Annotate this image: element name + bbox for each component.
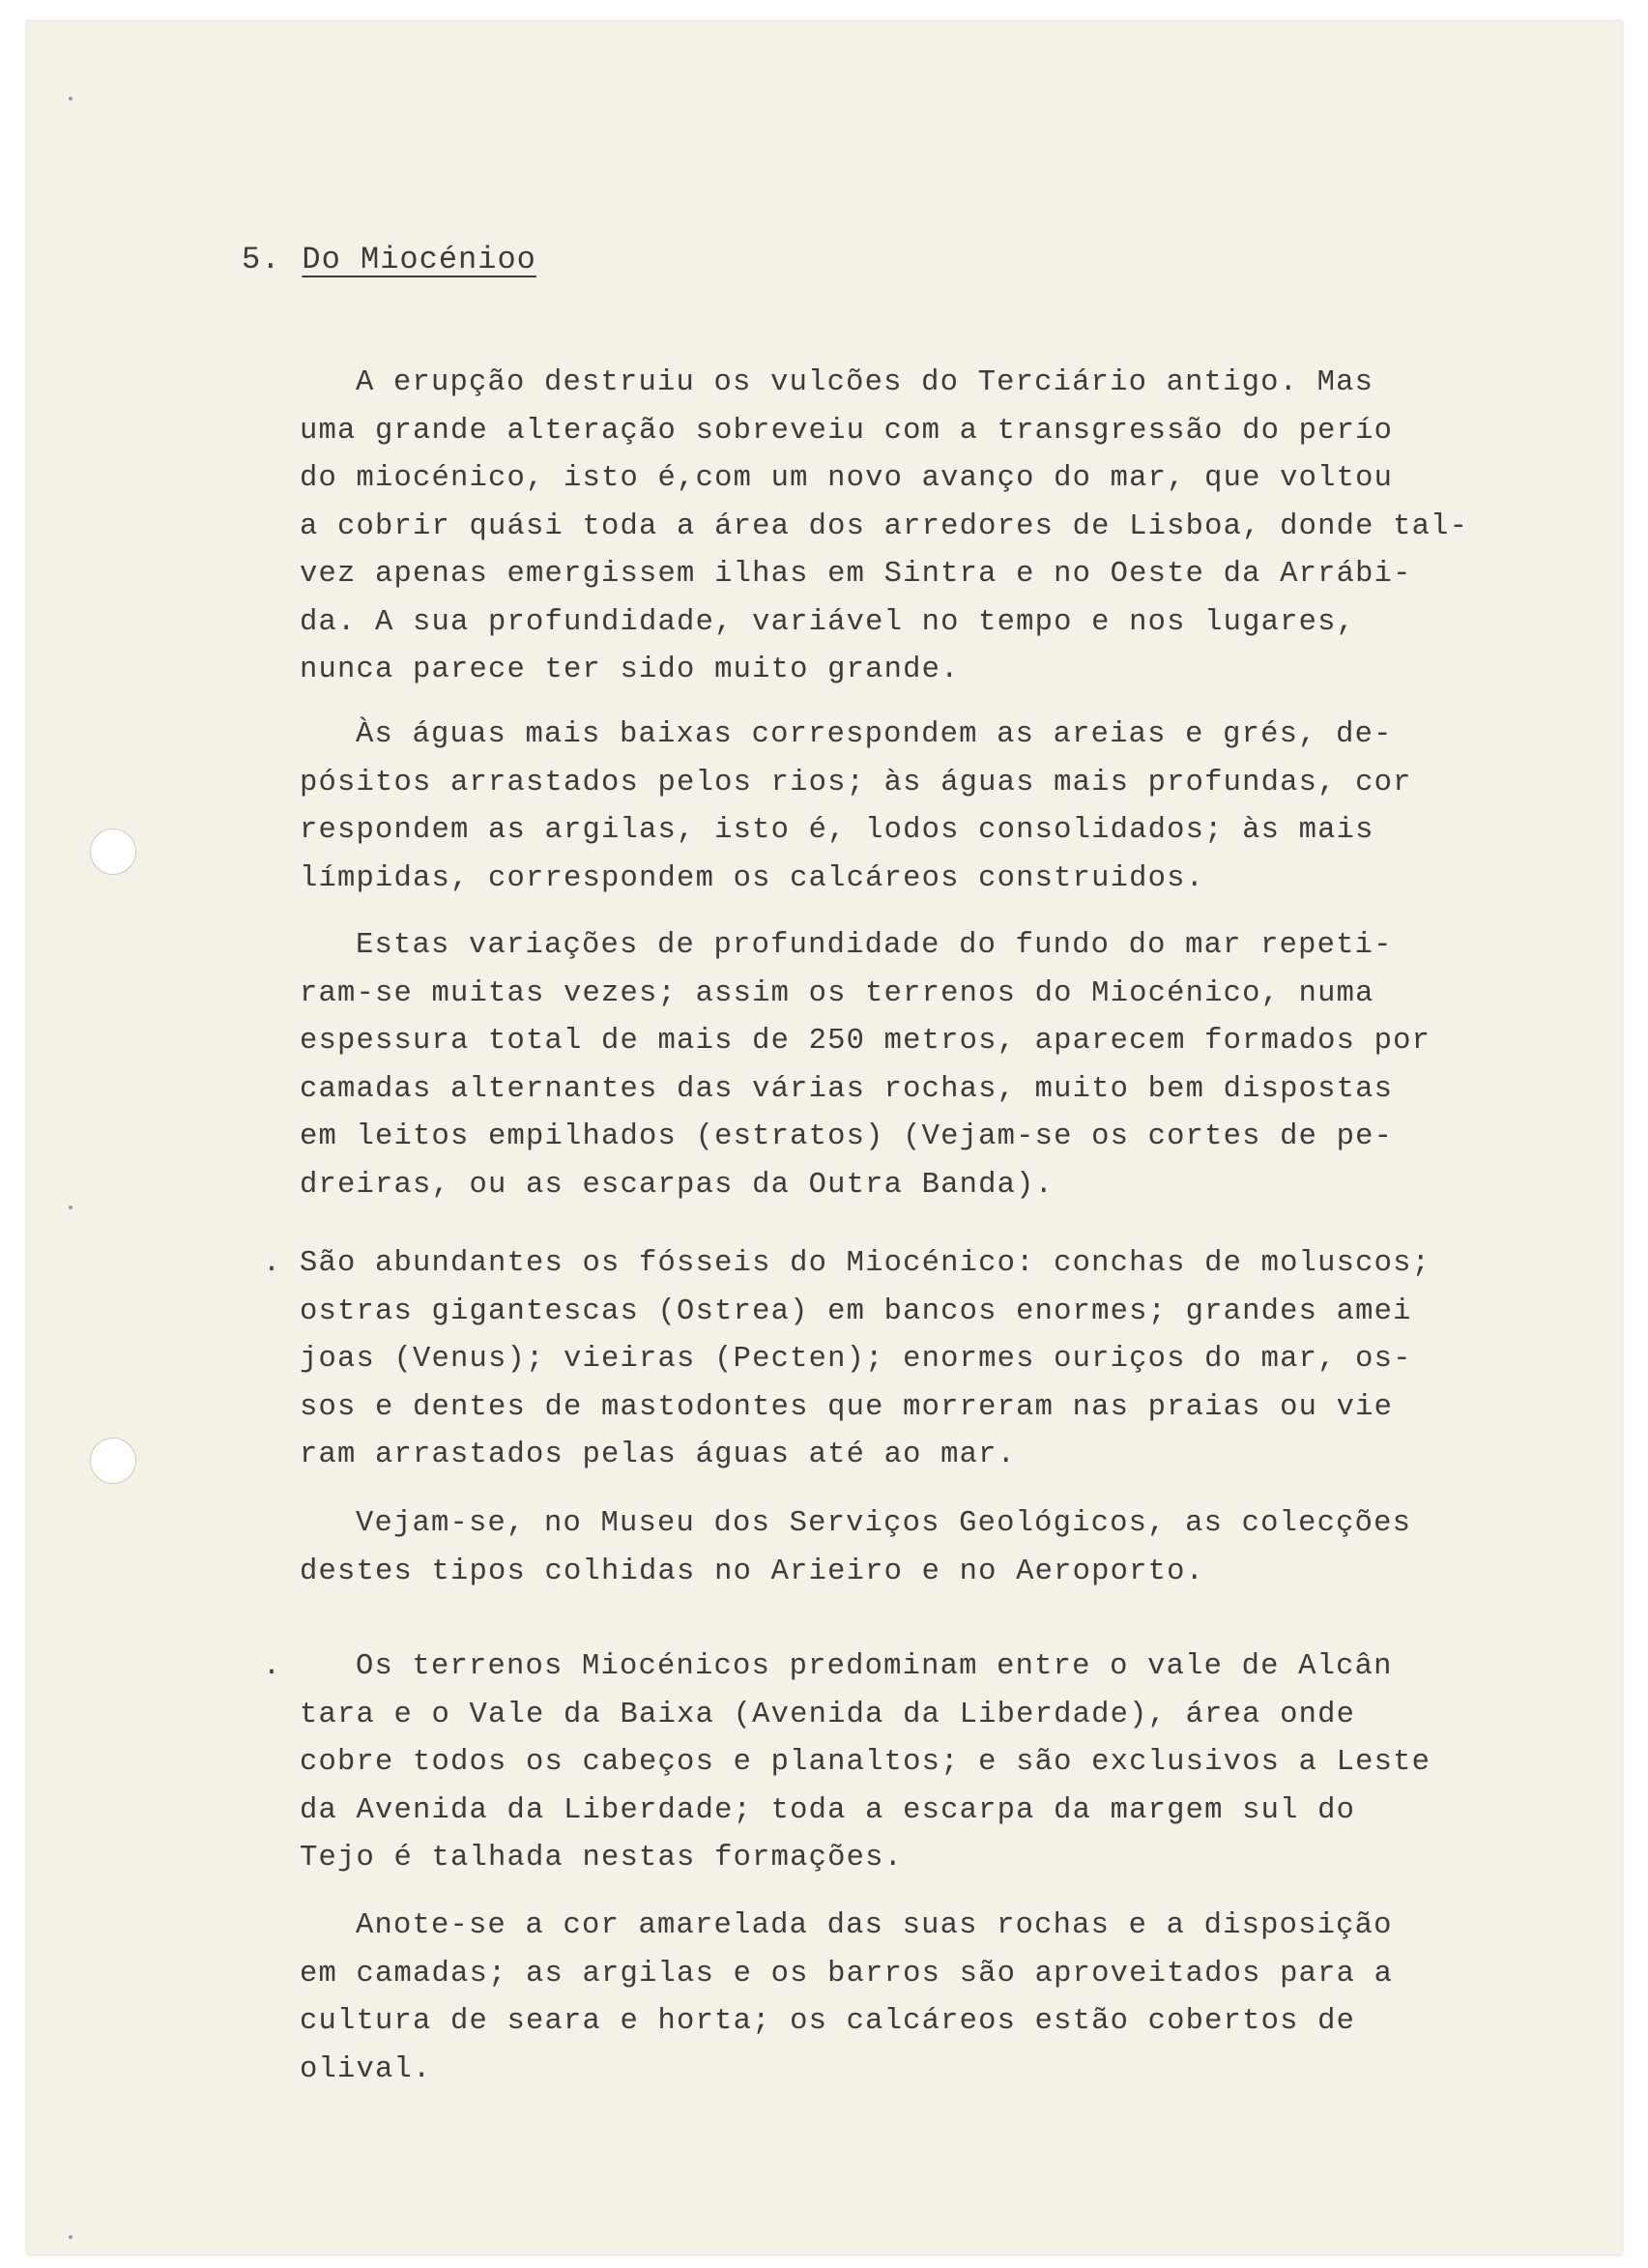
text-line: a cobrir quási toda a área dos arredores de Lisboa, donde tal- (300, 509, 1469, 543)
paragraph-colour (300, 1903, 1508, 2094)
text-line: dreiras, ou as escarpas da Outra Banda). (300, 1168, 1055, 1202)
text-line: da Avenida da Liberdade; toda a escarpa da margem sul do (300, 1793, 1356, 1827)
text-line: pósitos arrastados pelos rios; às águas mais profundas, cor (300, 766, 1412, 800)
text-line: Tejo é talhada nestas formações. (300, 1842, 904, 1875)
text-line: São abundantes os fósseis do Miocénico: conchas de moluscos; (300, 1247, 1431, 1280)
text-line: em camadas; as argilas e os barros são aproveitados para a (300, 1957, 1394, 1991)
text-line: sos e dentes de mastodontes que morreram nas praias ou vie (300, 1390, 1394, 1424)
paragraph-depth-variations (300, 922, 1508, 1209)
text-line: Estas variações de profundidade do fundo do mar repeti- (356, 929, 1393, 962)
text-line: ram arrastados pelas águas até ao mar. (300, 1439, 1017, 1471)
paragraph-eruption (300, 360, 1508, 695)
paragraph-fossils (263, 1240, 1508, 1480)
text-line: Os terrenos Miocénicos predominam entre o vale de Alcân (356, 1650, 1393, 1683)
text-line: respondem as argilas, isto é, lodos consolidados; às mais (300, 814, 1374, 847)
text-line: olival. (300, 2052, 432, 2086)
text-line: espessura total de mais de 250 metros, aparecem formados por (300, 1025, 1431, 1058)
bullet-mark: . (263, 1247, 282, 1280)
text-line: camadas alternantes das várias rochas, muito bem dispostas (300, 1072, 1394, 1106)
paragraph-museum (300, 1500, 1508, 1596)
text-line: do miocénico, isto é,com um novo avanço do mar, que voltou (300, 462, 1394, 495)
text-line: A erupção destruiu os vulcões do Terciário antigo. Mas (356, 366, 1374, 399)
text-line: da. A sua profundidade, variável no tempo e nos lugares, (300, 605, 1356, 639)
text-line: ostras gigantescas (Ostrea) em bancos enormes; grandes amei (300, 1294, 1412, 1328)
text-line: vez apenas emergissem ilhas em Sintra e no Oeste da Arrábi- (300, 558, 1412, 591)
text-line: cultura de seara e horta; os calcáreos estão cobertos de (300, 2005, 1356, 2038)
text-line: límpidas, correspondem os calcáreos construidos. (300, 861, 1205, 895)
text-line: destes tipos colhidas no Arieiro e no Aeroporto. (300, 1555, 1205, 1588)
text-line: uma grande alteração sobreveiu com a transgressão do perío (300, 414, 1394, 448)
text-line: em leitos empilhados (estratos) (Vejam-se os cortes de pe- (300, 1120, 1394, 1153)
text-line: joas (Venus); vieiras (Pecten); enormes ouriços do mar, os- (300, 1343, 1412, 1376)
text-line: Anote-se a cor amarelada das suas rochas e a disposição (356, 1909, 1393, 1942)
text-line: nunca parece ter sido muito grande. (300, 654, 960, 686)
text-line: tara e o Vale da Baixa (Avenida da Liberdade), área onde (300, 1698, 1356, 1731)
text-line: Às águas mais baixas correspondem as areias e grés, de- (356, 718, 1393, 751)
paragraph-waters (300, 712, 1508, 903)
text-line: ram-se muitas vezes; assim os terrenos do Miocénico, numa (300, 976, 1374, 1010)
text-line: Vejam-se, no Museu dos Serviços Geológicos, as colecções (356, 1507, 1412, 1540)
section-number: 5. (242, 242, 281, 277)
paragraph-terrains (263, 1643, 1508, 1883)
section-title: Do Miocénioo (302, 242, 536, 277)
section-heading (242, 242, 536, 277)
bullet-mark: . (263, 1650, 282, 1683)
text-line: cobre todos os cabeços e planaltos; e são exclusivos a Leste (300, 1746, 1431, 1779)
